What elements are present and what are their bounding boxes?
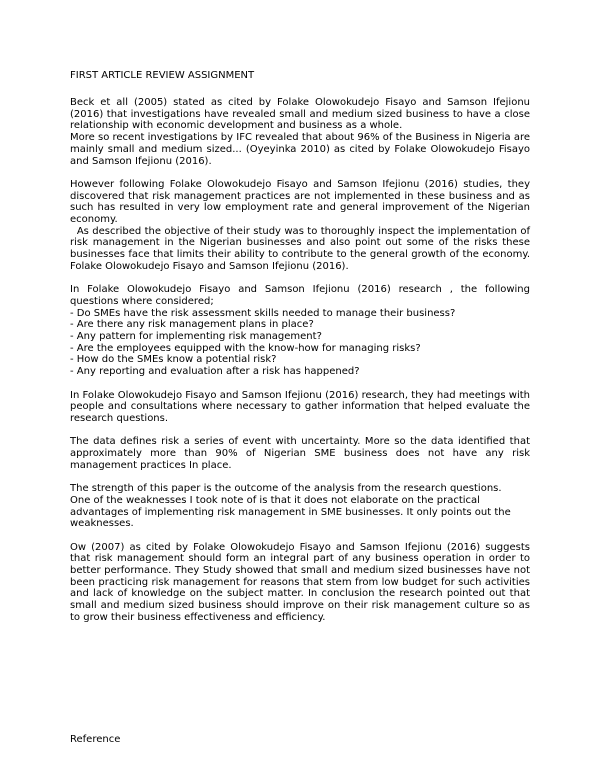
list-item: - Any pattern for implementing risk management? <box>70 331 322 343</box>
paragraph-data: The data defines risk a series of event with uncertainty. More so the data identified that approximately more than 90% of Nigerian SME business does not have any risk management practices In place. <box>70 436 530 471</box>
paragraph-meetings: In Folake Olowokudejo Fisayo and Samson Ifejionu (2016) research, they had meetings with people and consultations where necessary to gather information that helped evaluate the research questions. <box>70 389 530 424</box>
paragraph-however: However following Folake Olowokudejo Fisayo and Samson Ifejionu (2016) studies, they discovered that risk management practices are not implemented in these business and as such has resulted in very low employment rate and general improvement of the Nigerian economy. <box>70 178 530 226</box>
list-item: - Do SMEs have the risk assessment skills needed to manage their business? <box>70 307 456 319</box>
paragraph-group-evaluation <box>70 483 530 530</box>
paragraph-ifc: More so recent investigations by IFC revealed that about 96% of the Business in Nigeria are mainly small and medium sized... (Oyeyinka 2010) as cited by Folake Olowokudejo Fisayo and Samson Ifejionu (2016). <box>70 132 530 167</box>
paragraph-group-intro <box>70 97 530 167</box>
paragraph-beck: Beck et all (2005) stated as cited by Folake Olowokudejo Fisayo and Samson Ifejionu (2016) that investigations have revealed small and medium sized business to have a close relationship with economic development and business as a whole. <box>70 97 530 132</box>
paragraph-strength: The strength of this paper is the outcome of the analysis from the research questions. <box>70 483 502 495</box>
paragraph-weakness: One of the weaknesses I took note of is that it does not elaborate on the practical advantages of implementing risk management in SME businesses. It only points out the weaknesses. <box>70 494 511 530</box>
reference-heading: Reference <box>70 734 121 745</box>
document-title: FIRST ARTICLE REVIEW ASSIGNMENT <box>70 70 255 81</box>
paragraph-questions-intro: In Folake Olowokudejo Fisayo and Samson Ifejionu (2016) research , the following questions where considered; <box>70 284 530 307</box>
document-body <box>70 97 534 635</box>
list-item: - How do the SMEs know a potential risk? <box>70 354 277 366</box>
list-item: - Are the employees equipped with the know-how for managing risks? <box>70 342 421 354</box>
questions-list <box>70 308 530 378</box>
paragraph-conclusion: Ow (2007) as cited by Folake Olowokudejo Fisayo and Samson Ifejionu (2016) suggests that risk management should form an integral part of any business operation in order to better performance. They Study showed that small and medium sized businesses have not been practicing risk management for reasons that stem from low budget for such activities and lack of knowledge on the subject matter. In conclusion the research pointed out that small and medium sized business should improve on their risk management culture so as to grow their business effectiveness and efficiency. <box>70 541 530 623</box>
list-item: - Are there any risk management plans in place? <box>70 319 314 331</box>
list-item: - Any reporting and evaluation after a risk has happened? <box>70 366 360 378</box>
paragraph-objective: As described the objective of their study was to thoroughly inspect the implementation of risk management in the Nigerian businesses and also point out some of the risks these businesses face that limits their ability to contribute to the general growth of the economy. Folake Olowokudejo Fisayo and Samson Ifejionu (2016). <box>70 225 534 272</box>
paragraph-group-findings <box>70 178 534 273</box>
